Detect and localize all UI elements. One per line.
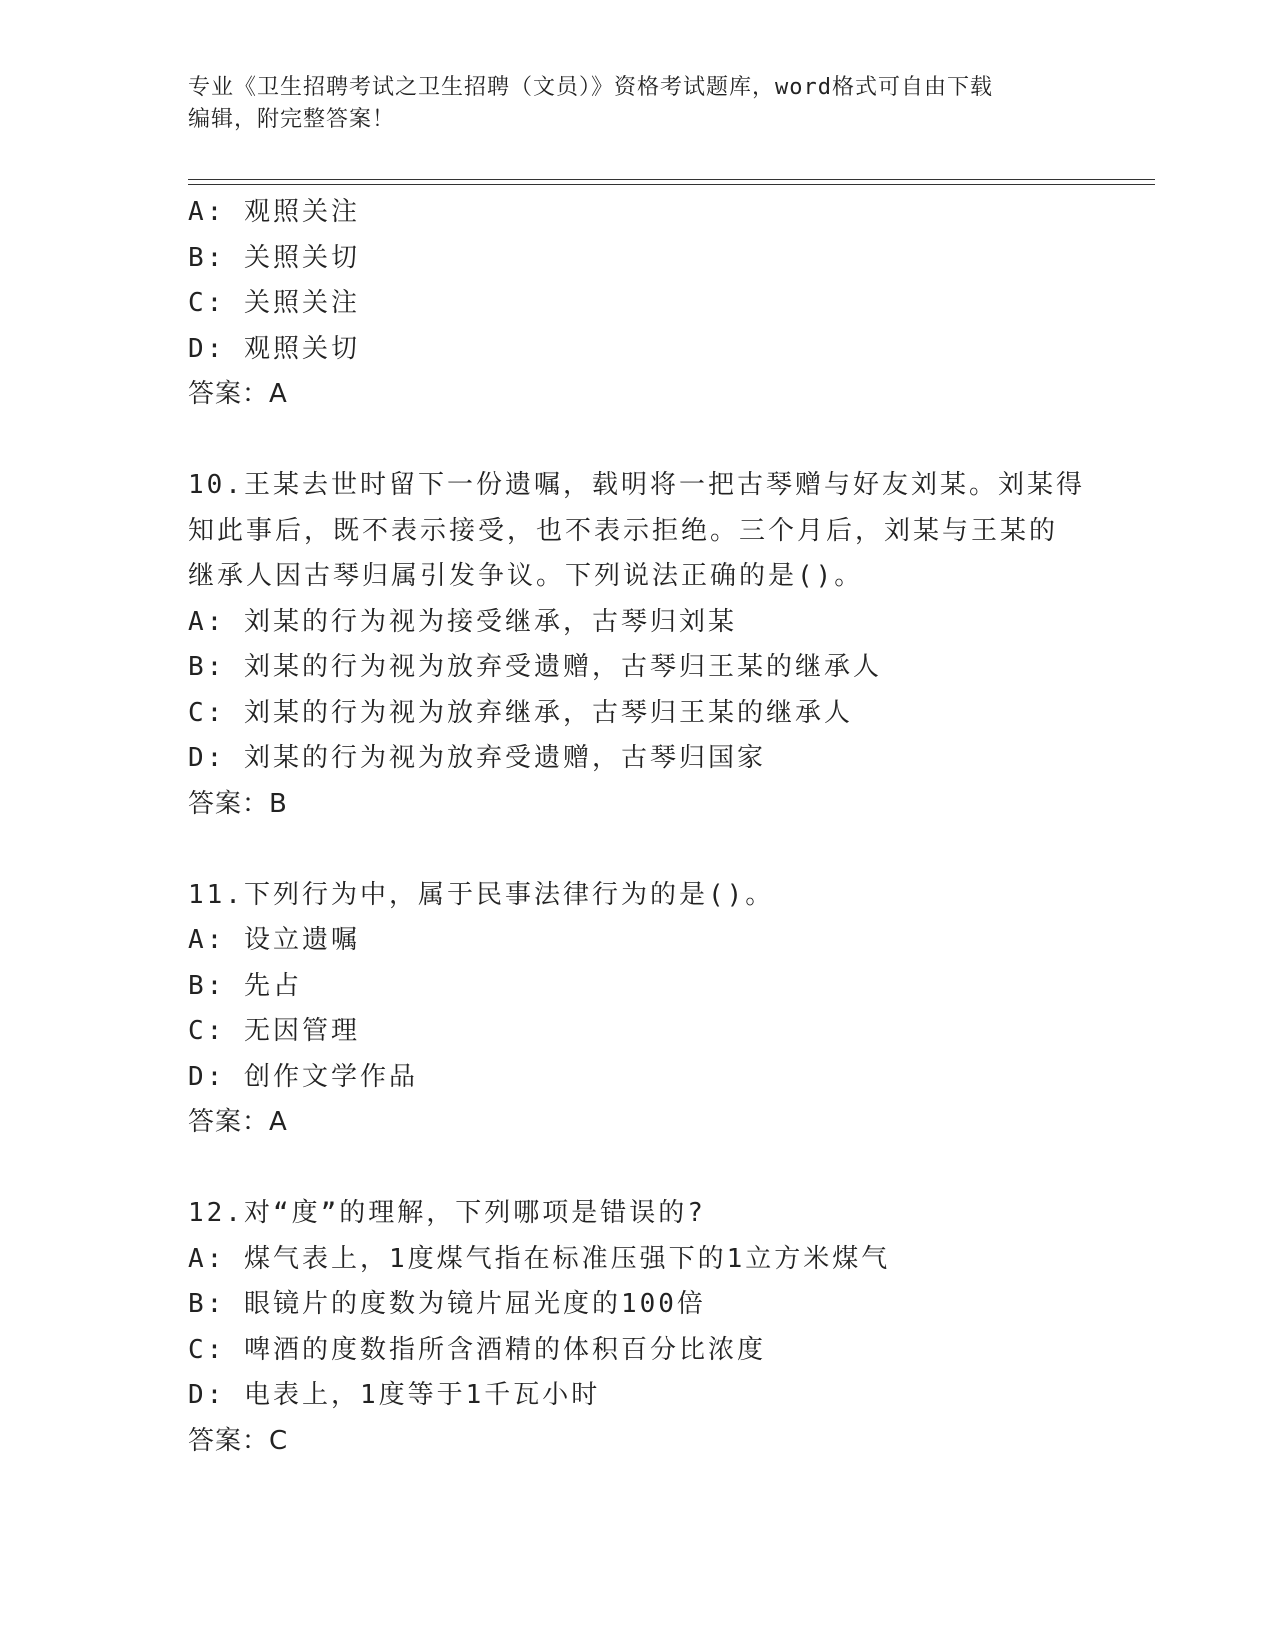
question-11-option-b: B: 先占 [188, 970, 302, 1001]
question-10-stem-line-3: 继承人因古琴归属引发争议。下列说法正确的是()。 [188, 561, 864, 591]
question-12-option-a: A: 煤气表上，1度煤气指在标准压强下的1立方米煤气 [188, 1243, 891, 1274]
question-10-option-c: C: 刘某的行为视为放弃继承，古琴归王某的继承人 [188, 697, 853, 728]
question-10-option-d: D: 刘某的行为视为放弃受遗赠，古琴归国家 [188, 743, 766, 773]
question-11-option-a: A: 设立遗嘱 [188, 925, 360, 955]
question-9-option-c: C: 关照关注 [188, 288, 360, 318]
spacer [188, 827, 1148, 873]
question-11-block [188, 873, 1148, 1146]
question-list [188, 190, 1148, 1464]
spacer [188, 1146, 1148, 1192]
question-11-answer: 答案：A [188, 1107, 288, 1137]
question-10-answer: 答案：B [188, 788, 288, 819]
question-12-block [188, 1191, 1148, 1464]
question-9-answer: 答案：A [188, 379, 288, 409]
header-divider-bottom [188, 184, 1155, 185]
question-9-option-d: D: 观照关切 [188, 333, 360, 364]
question-9-option-a: A: 观照关注 [188, 197, 360, 227]
question-9-block [188, 190, 1148, 418]
question-11-option-c: C: 无因管理 [188, 1016, 360, 1046]
document-header [188, 72, 1088, 136]
question-10-stem-line-1: 10.王某去世时留下一份遗嘱，载明将一把古琴赠与好友刘某。刘某得 [188, 470, 1085, 500]
question-10-stem-line-2: 知此事后，既不表示接受，也不表示拒绝。三个月后，刘某与王某的 [188, 515, 1059, 546]
question-12-stem-line-1: 12.对“度”的理解，下列哪项是错误的? [188, 1198, 706, 1228]
question-11-stem-line-1: 11.下列行为中，属于民事法律行为的是()。 [188, 879, 775, 910]
question-10-block [188, 463, 1148, 827]
question-12-answer: 答案：C [188, 1425, 289, 1456]
spacer [188, 418, 1148, 464]
question-11-option-d: D: 创作文学作品 [188, 1061, 418, 1092]
question-9-option-b: B: 关照关切 [188, 242, 360, 273]
question-10-option-b: B: 刘某的行为视为放弃受遗赠，古琴归王某的继承人 [188, 652, 882, 682]
question-12-option-c: C: 啤酒的度数指所含酒精的体积百分比浓度 [188, 1334, 766, 1365]
header-divider-top [188, 179, 1155, 180]
question-12-option-b: B: 眼镜片的度数为镜片屈光度的100倍 [188, 1289, 706, 1319]
question-12-option-d: D: 电表上，1度等于1千瓦小时 [188, 1380, 601, 1410]
header-title-line-1: 专业《卫生招聘考试之卫生招聘（文员）》资格考试题库，word格式可自由下载 [188, 75, 993, 100]
header-title-line-2: 编辑，附完整答案！ [188, 107, 396, 132]
question-10-option-a: A: 刘某的行为视为接受继承，古琴归刘某 [188, 606, 737, 637]
